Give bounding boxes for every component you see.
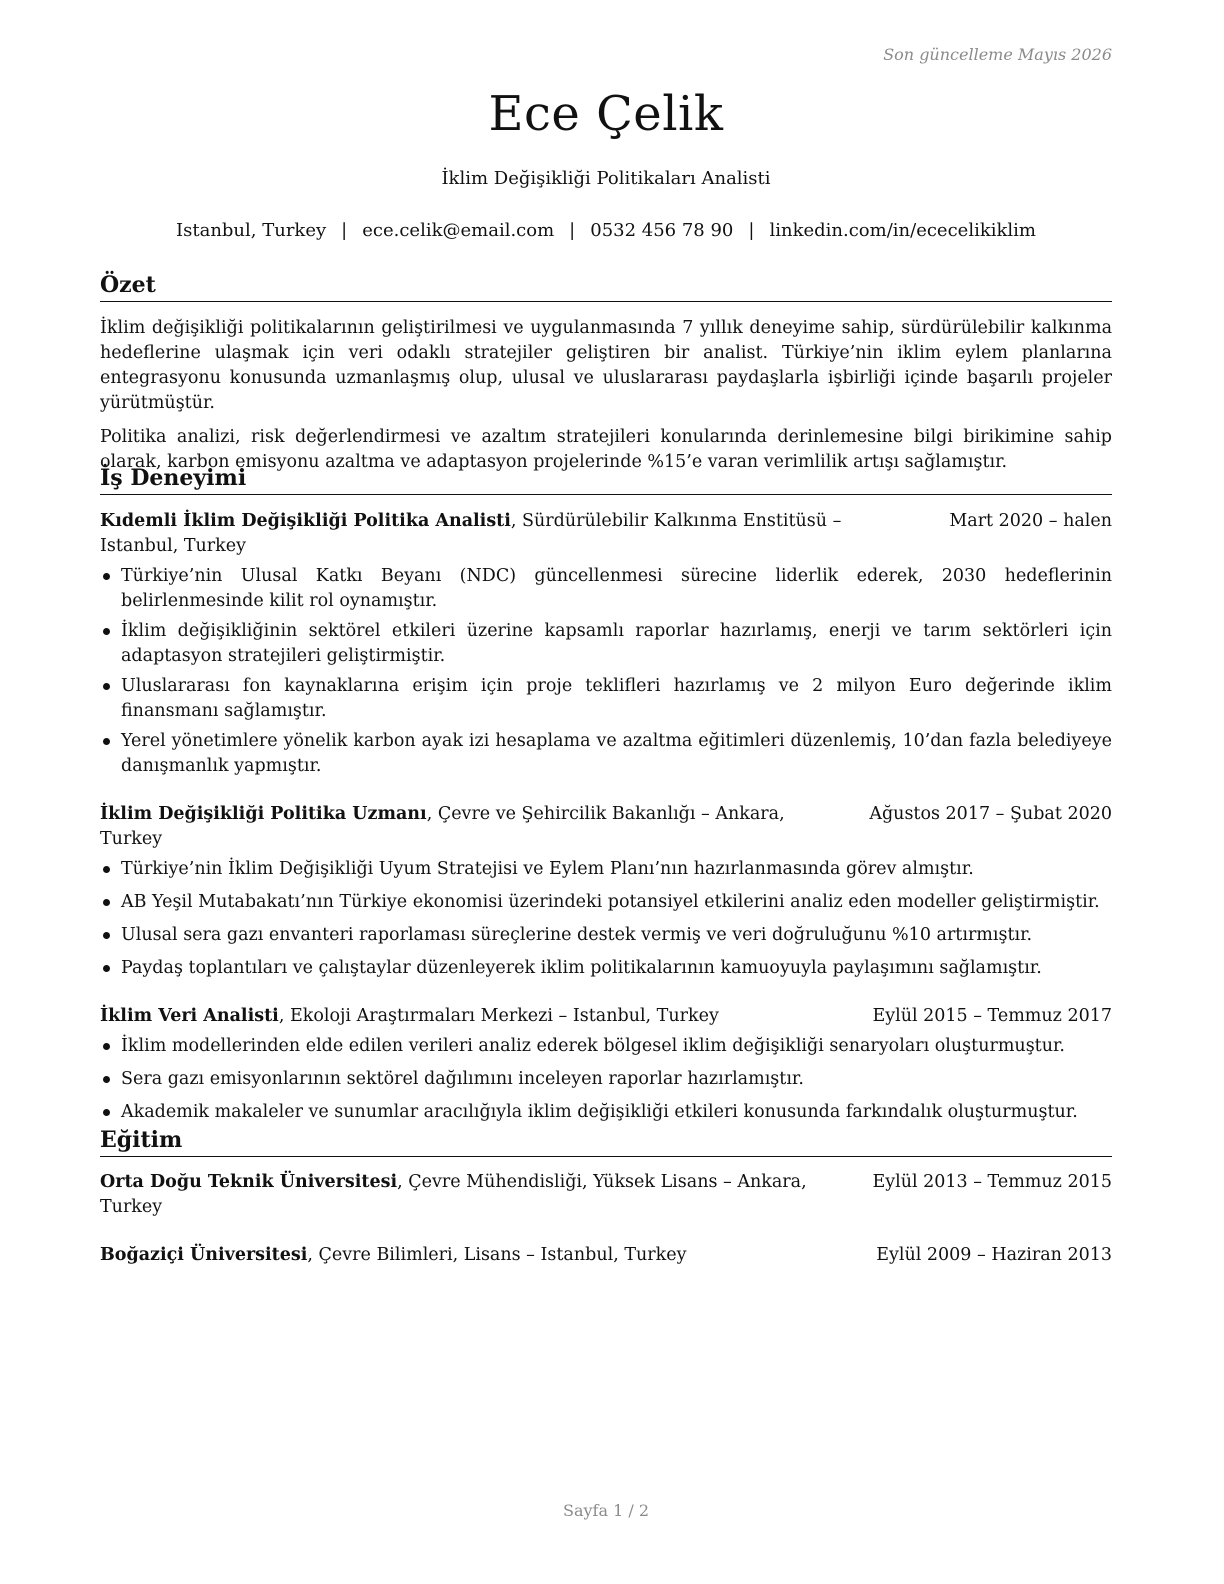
contact-separator: |	[341, 220, 348, 241]
contact-phone[interactable]: 0532 456 78 90	[590, 220, 734, 241]
job-dates: Eylül 2015 – Temmuz 2017	[872, 1006, 1112, 1026]
education-section	[100, 1125, 1112, 1268]
job-bullet: Yerel yönetimlere yönelik karbon ayak izi hesaplama ve azaltma eğitimleri düzenlemiş, 10’dan fazla belediyeye danışmanlık yapmıştır.	[100, 729, 1112, 779]
resume-page	[100, 0, 1112, 1584]
job-header	[100, 509, 1112, 559]
job-bullet: Ulusal sera gazı envanteri raporlaması süreçlerine destek vermiş ve veri doğruluğunu %10 artırmıştır.	[100, 923, 1112, 948]
contact-linkedin[interactable]: linkedin.com/in/ececelikiklim	[769, 220, 1036, 241]
education-entry	[100, 1243, 1112, 1268]
page-number: Sayfa 1 / 2	[562, 1501, 649, 1520]
job-entry	[100, 509, 1112, 779]
summary-section	[100, 270, 1112, 475]
summary-paragraph-1: İklim değişikliği politikalarının geliştirilmesi ve uygulanmasında 7 yıllık deneyime sahip, sürdürülebilir kalkınma hedeflerine ulaşmak için veri odaklı stratejiler geliştiren bir analist. Türkiye’nin iklim eylem planlarına entegrasyonu konusunda uzmanlaşmış olup, ulusal ve uluslararası paydaşlarla işbirliği içinde başarılı projeler yürütmüştür.	[100, 318, 1112, 413]
job-organization: , Sürdürülebilir Kalkınma Enstitüsü – Istanbul, Turkey	[100, 511, 842, 556]
job-role: Kıdemli İklim Değişikliği Politika Analisti	[100, 511, 511, 531]
job-bullets	[100, 857, 1112, 981]
education-detail: , Çevre Mühendisliği, Yüksek Lisans – Ankara, Turkey	[100, 1172, 807, 1217]
job-bullet: Uluslararası fon kaynaklarına erişim için proje teklifleri hazırlamış ve 2 milyon Euro değerinde iklim finansmanı sağlamıştır.	[100, 674, 1112, 724]
contact-separator: |	[569, 220, 576, 241]
job-dates: Mart 2020 – halen	[949, 511, 1112, 531]
job-bullet: Akademik makaleler ve sunumlar aracılığıyla iklim değişikliği etkileri konusunda farkındalık oluşturmuştur.	[100, 1100, 1112, 1125]
job-bullet: Türkiye’nin İklim Değişikliği Uyum Stratejisi ve Eylem Planı’nın hazırlanmasında görev almıştır.	[100, 857, 1112, 882]
education-entry	[100, 1170, 1112, 1220]
contact-separator: |	[748, 220, 755, 241]
job-organization: , Çevre ve Şehircilik Bakanlığı – Ankara, Turkey	[100, 804, 785, 849]
job-bullet: İklim modellerinden elde edilen verileri analiz ederek bölgesel iklim değişikliği senaryoları oluşturmuştur.	[100, 1034, 1112, 1059]
candidate-name: Ece Çelik	[488, 86, 724, 142]
job-header	[100, 802, 1112, 852]
summary-title: Özet	[100, 270, 1112, 302]
experience-title: İş Deneyimi	[100, 463, 1112, 495]
contact-email[interactable]: ece.celik@email.com	[362, 220, 555, 241]
education-title: Eğitim	[100, 1125, 1112, 1157]
contact-location: Istanbul, Turkey	[176, 220, 327, 241]
job-bullet: Paydaş toplantıları ve çalıştaylar düzenleyerek iklim politikalarının kamuoyuyla paylaşımını sağlamıştır.	[100, 956, 1112, 981]
job-bullets	[100, 564, 1112, 779]
last-updated: Son güncelleme Mayıs 2026	[883, 45, 1112, 64]
experience-section	[100, 463, 1112, 1125]
job-role: İklim Veri Analisti	[100, 1006, 279, 1026]
job-bullet: İklim değişikliğinin sektörel etkileri üzerine kapsamlı raporlar hazırlamış, enerji ve tarım sektörleri için adaptasyon stratejileri geliştirmiştir.	[100, 619, 1112, 669]
contact-line	[100, 220, 1112, 241]
job-bullet: Türkiye’nin Ulusal Katkı Beyanı (NDC) güncellenmesi sürecine liderlik ederek, 2030 hedeflerinin belirlenmesinde kilit rol oynamıştır.	[100, 564, 1112, 614]
job-dates: Ağustos 2017 – Şubat 2020	[869, 804, 1112, 824]
job-bullet: AB Yeşil Mutabakatı’nın Türkiye ekonomisi üzerindeki potansiyel etkilerini analiz eden modeller geliştirmiştir.	[100, 890, 1112, 915]
education-dates: Eylül 2009 – Haziran 2013	[876, 1245, 1112, 1265]
candidate-headline: İklim Değişikliği Politikaları Analisti	[441, 168, 771, 189]
job-header	[100, 1004, 1112, 1029]
job-bullet: Sera gazı emisyonlarının sektörel dağılımını inceleyen raporlar hazırlamıştır.	[100, 1067, 1112, 1092]
job-entry	[100, 802, 1112, 981]
summary-paragraph-2: Politika analizi, risk değerlendirmesi ve azaltım stratejileri konularında derinlemesine bilgi birikimine sahip olarak, karbon emisyonu azaltma ve adaptasyon projelerinde %15’e varan verimlilik artışı sağlamıştır.	[100, 427, 1112, 472]
education-dates: Eylül 2013 – Temmuz 2015	[872, 1172, 1112, 1192]
job-bullets	[100, 1034, 1112, 1125]
job-entry	[100, 1004, 1112, 1125]
job-organization: , Ekoloji Araştırmaları Merkezi – Istanbul, Turkey	[278, 1006, 719, 1026]
education-school: Orta Doğu Teknik Üniversitesi	[100, 1172, 398, 1192]
education-school: Boğaziçi Üniversitesi	[100, 1245, 308, 1265]
education-detail: , Çevre Bilimleri, Lisans – Istanbul, Turkey	[307, 1245, 687, 1265]
job-role: İklim Değişikliği Politika Uzmanı	[100, 804, 427, 824]
